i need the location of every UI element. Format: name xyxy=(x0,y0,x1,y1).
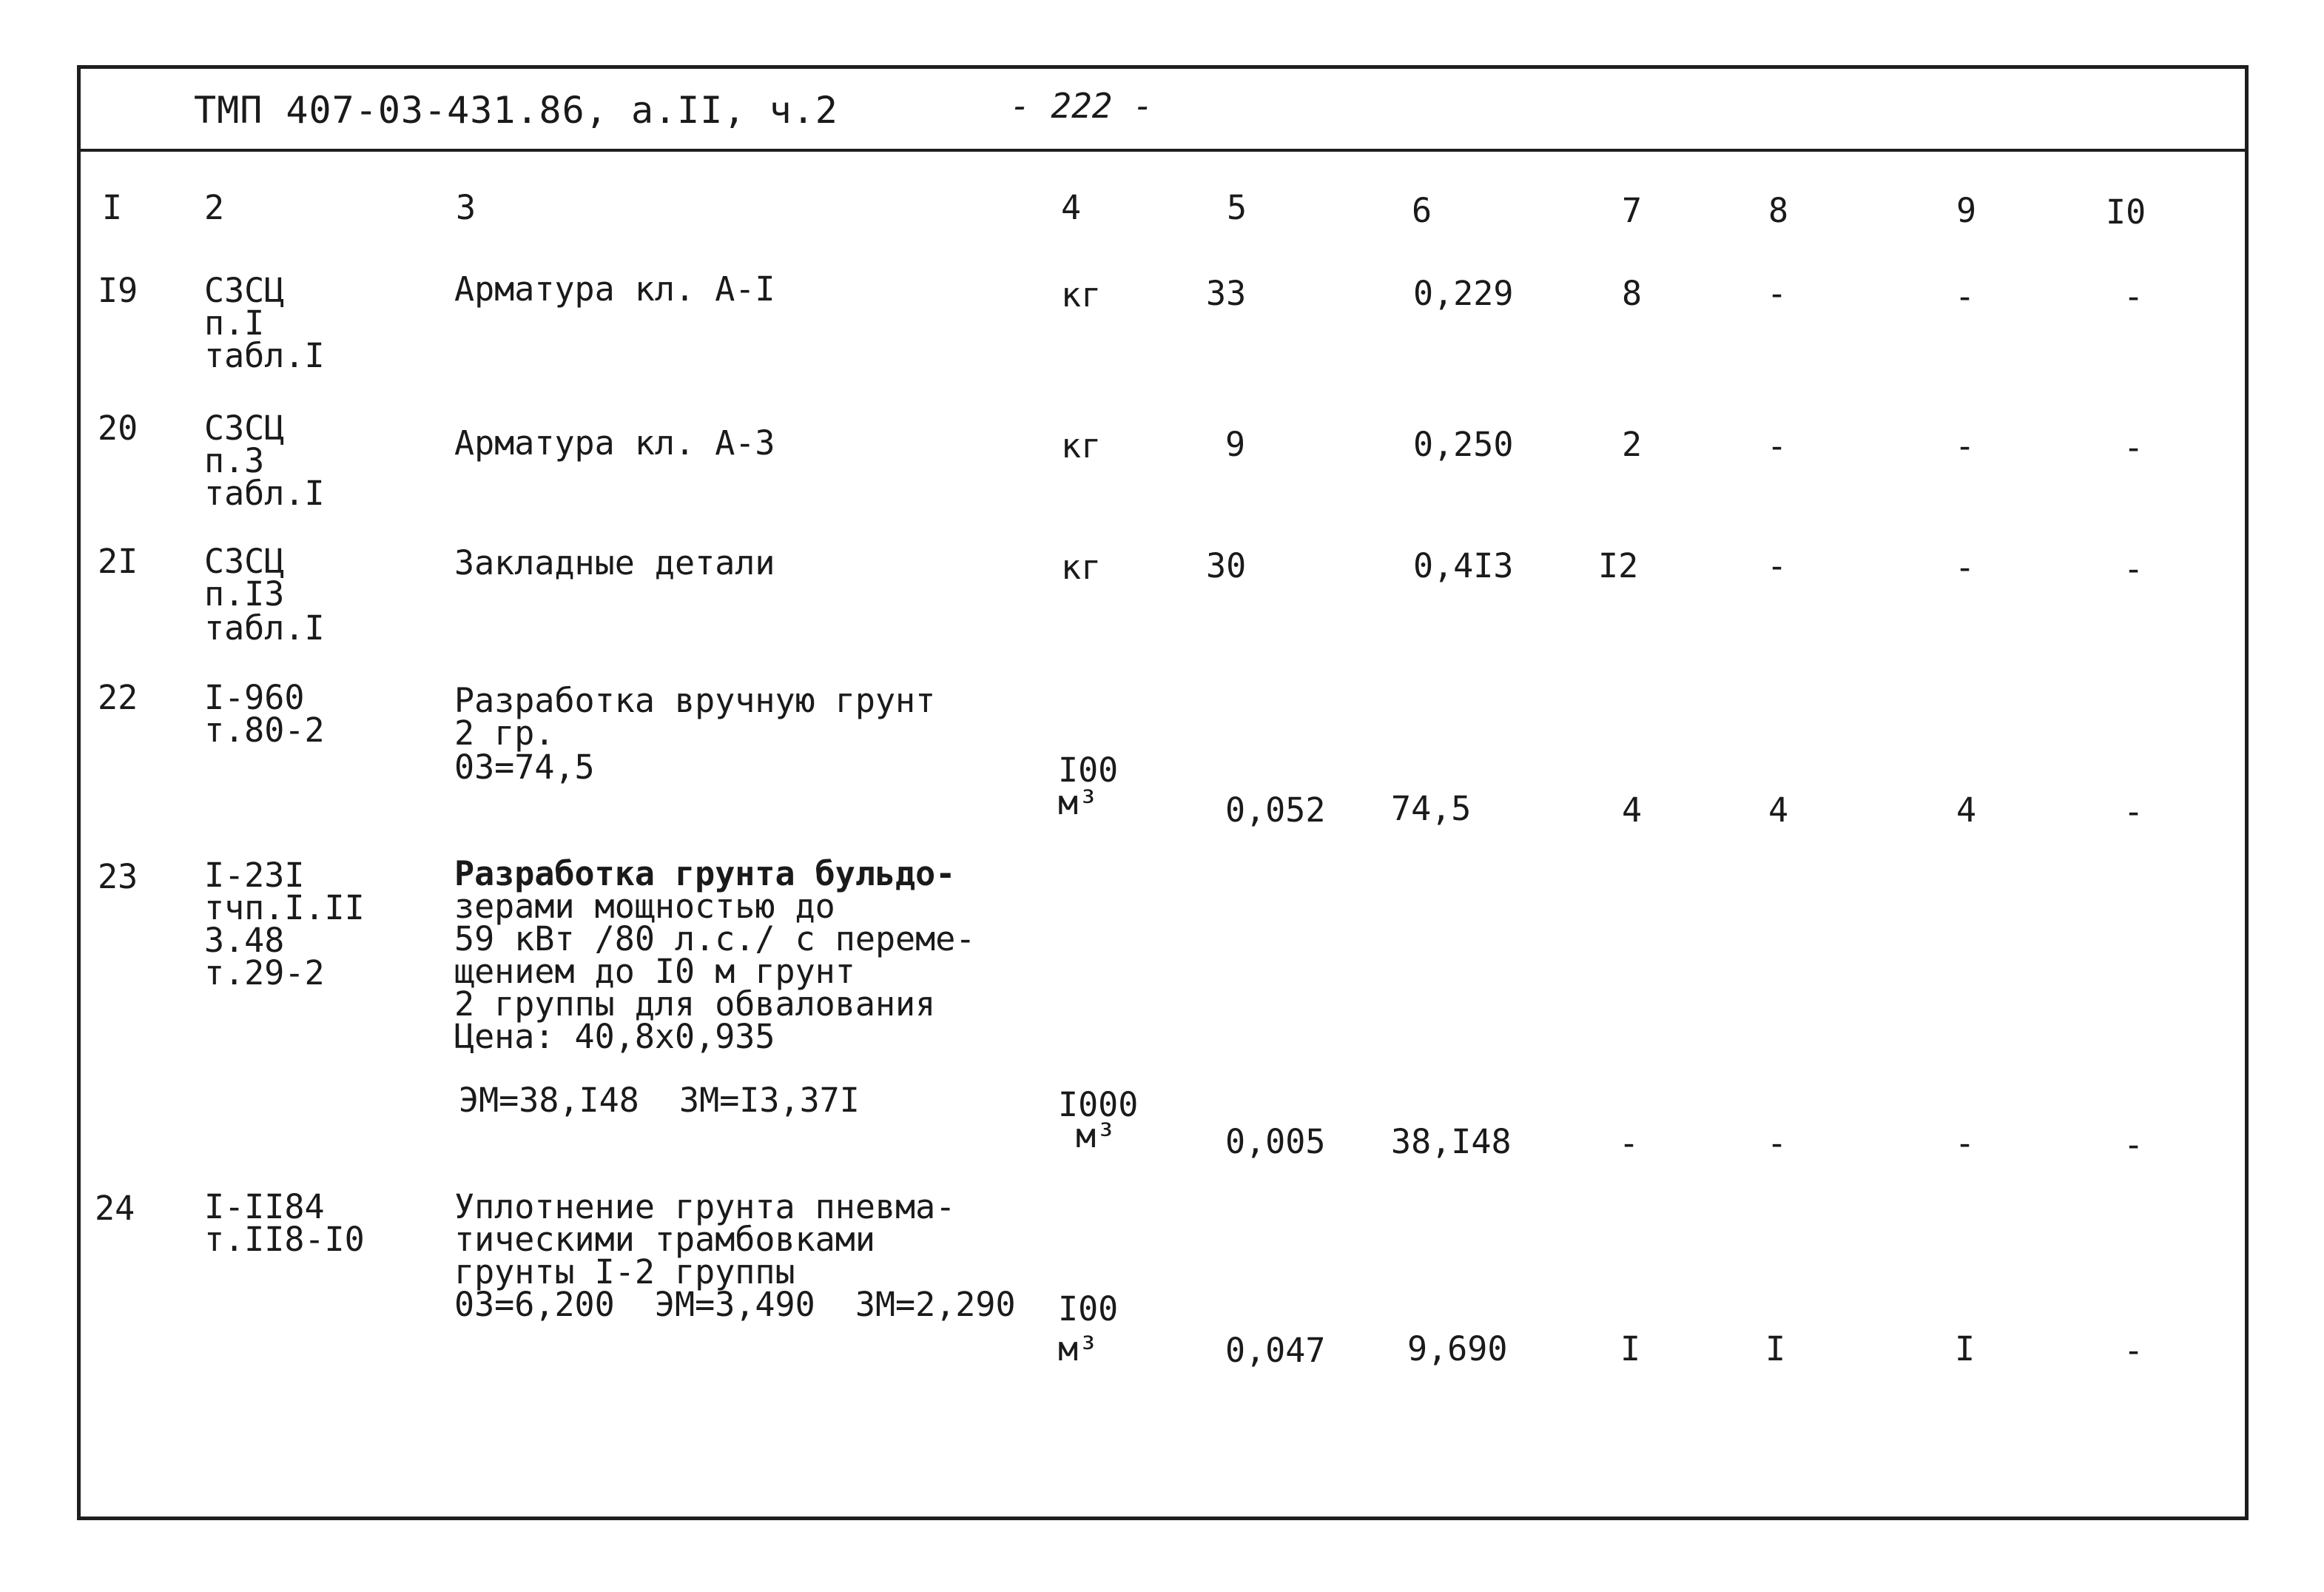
row-21-col5: 30 xyxy=(1206,546,1247,585)
row-19-col7: 8 xyxy=(1622,274,1643,313)
row-19-desc: Арматура кл. А-I xyxy=(454,269,775,309)
row-22-unit-2: м³ xyxy=(1058,783,1099,822)
row-23-col6: 38,I48 xyxy=(1391,1122,1512,1161)
row-23-code-4: т.29-2 xyxy=(204,953,325,993)
row-20-code-2: п.3 xyxy=(204,441,265,480)
row-23-col8: - xyxy=(1767,1124,1788,1163)
row-20-code-3: табл.I xyxy=(204,474,325,513)
row-19-code-3: табл.I xyxy=(204,336,325,375)
row-23-desc-2: зерами мощностью до xyxy=(454,887,835,926)
col-header-5: 5 xyxy=(1227,188,1247,227)
row-23-desc-4: щением до I0 м грунт xyxy=(454,952,855,991)
row-24-desc-3: грунты I-2 группы xyxy=(454,1252,795,1292)
row-19-col8: - xyxy=(1767,274,1788,313)
row-20-num: 20 xyxy=(98,409,138,448)
row-20-col9: - xyxy=(1955,426,1976,466)
row-21-unit: кг xyxy=(1061,548,1102,587)
col-header-9: 9 xyxy=(1956,191,1977,230)
row-24-col6: 9,690 xyxy=(1407,1329,1508,1368)
row-22-col6: 74,5 xyxy=(1391,789,1472,828)
row-23-col7: - xyxy=(1619,1124,1640,1163)
row-24-desc-cost: 03=6,200 ЭМ=3,490 ЗМ=2,290 xyxy=(454,1285,1016,1324)
row-24-code-1: I-II84 xyxy=(204,1187,325,1226)
row-23-col5: 0,005 xyxy=(1225,1122,1326,1161)
row-21-col7: I2 xyxy=(1598,546,1639,585)
row-22-code-1: I-960 xyxy=(204,678,305,717)
col-header-1: I xyxy=(102,188,123,227)
row-22-desc-3: 03=74,5 xyxy=(454,748,595,787)
row-24-unit-2: м³ xyxy=(1058,1329,1099,1368)
row-23-unit-2: м³ xyxy=(1076,1116,1116,1155)
row-23-desc-1: Разработка грунта бульдо- xyxy=(454,854,956,893)
row-23-col9: - xyxy=(1955,1124,1976,1163)
row-24-desc-1: Уплотнение грунта пневма- xyxy=(454,1187,956,1226)
document-code: ТМП 407-03-431.86, а.II, ч.2 xyxy=(194,89,838,132)
row-23-desc-6: Цена: 40,8х0,935 xyxy=(454,1017,775,1056)
row-24-num: 24 xyxy=(95,1189,135,1228)
row-24-col5: 0,047 xyxy=(1225,1331,1326,1370)
header-divider xyxy=(77,149,2249,152)
row-20-col7: 2 xyxy=(1622,425,1643,464)
row-19-col10: - xyxy=(2123,277,2144,316)
col-header-7: 7 xyxy=(1622,191,1643,230)
row-23-num: 23 xyxy=(98,857,138,896)
row-21-col9: - xyxy=(1955,548,1976,587)
row-21-desc: Закладные детали xyxy=(454,543,775,582)
row-24-unit-1: I00 xyxy=(1058,1289,1119,1329)
row-23-desc-5: 2 группы для обвалования xyxy=(454,984,936,1024)
row-20-col5: 9 xyxy=(1225,425,1246,464)
row-22-code-2: т.80-2 xyxy=(204,711,325,750)
row-23-col10: - xyxy=(2123,1125,2144,1164)
row-19-unit: кг xyxy=(1061,275,1102,315)
row-22-desc-1: Разработка вручную грунт xyxy=(454,681,936,720)
col-header-2: 2 xyxy=(204,188,225,227)
row-24-col9: I xyxy=(1955,1329,1976,1368)
row-23-code-3: 3.48 xyxy=(204,921,285,960)
row-21-code-3: табл.I xyxy=(204,608,325,648)
row-22-col7: 4 xyxy=(1622,790,1643,830)
row-22-col5: 0,052 xyxy=(1225,790,1326,830)
col-header-8: 8 xyxy=(1768,191,1789,230)
row-21-col10: - xyxy=(2123,549,2144,588)
row-20-unit: кг xyxy=(1061,426,1102,466)
row-23-code-1: I-23I xyxy=(204,856,305,895)
col-header-10: I0 xyxy=(2106,192,2146,232)
row-19-code-1: СЗСЦ xyxy=(204,271,285,310)
col-header-3: 3 xyxy=(456,188,476,227)
row-20-col6: 0,250 xyxy=(1413,425,1514,464)
row-20-col10: - xyxy=(2123,428,2144,467)
row-24-col8: I xyxy=(1765,1329,1786,1368)
row-20-desc: Арматура кл. А-3 xyxy=(454,423,775,463)
row-19-col6: 0,229 xyxy=(1413,274,1514,313)
row-21-col8: - xyxy=(1767,546,1788,585)
row-22-num: 22 xyxy=(98,678,138,717)
row-20-code-1: СЗСЦ xyxy=(204,409,285,448)
col-header-6: 6 xyxy=(1412,191,1432,230)
row-21-code-2: п.I3 xyxy=(204,574,285,614)
row-23-unit-1: I000 xyxy=(1058,1085,1139,1124)
row-19-col5: 33 xyxy=(1206,274,1247,313)
row-19-col9: - xyxy=(1955,277,1976,316)
row-19-num: I9 xyxy=(98,271,138,310)
row-24-col7: I xyxy=(1620,1329,1641,1368)
row-21-code-1: СЗСЦ xyxy=(204,542,285,581)
row-24-desc-2: тическими трамбовками xyxy=(454,1220,875,1259)
row-22-col9: 4 xyxy=(1956,790,1977,830)
row-22-col8: 4 xyxy=(1768,790,1789,830)
row-22-desc-2: 2 гр. xyxy=(454,713,555,753)
page-frame xyxy=(77,65,2249,1520)
row-24-col10: - xyxy=(2123,1331,2144,1370)
row-20-col8: - xyxy=(1767,426,1788,466)
row-23-desc-3: 59 кВт /80 л.с./ с переме- xyxy=(454,919,976,958)
row-22-col10: - xyxy=(2123,792,2144,831)
row-24-code-2: т.II8-I0 xyxy=(204,1220,365,1259)
col-header-4: 4 xyxy=(1061,188,1082,227)
row-22-unit-1: I00 xyxy=(1058,750,1119,790)
row-23-code-2: тчп.I.II xyxy=(204,888,365,927)
row-23-desc-cost: ЭМ=38,I48 ЗМ=I3,37I xyxy=(459,1081,860,1120)
row-19-code-2: п.I xyxy=(204,303,265,343)
row-21-num: 2I xyxy=(98,542,138,581)
row-21-col6: 0,4I3 xyxy=(1413,546,1514,585)
page-number: - 222 - xyxy=(1010,86,1153,126)
